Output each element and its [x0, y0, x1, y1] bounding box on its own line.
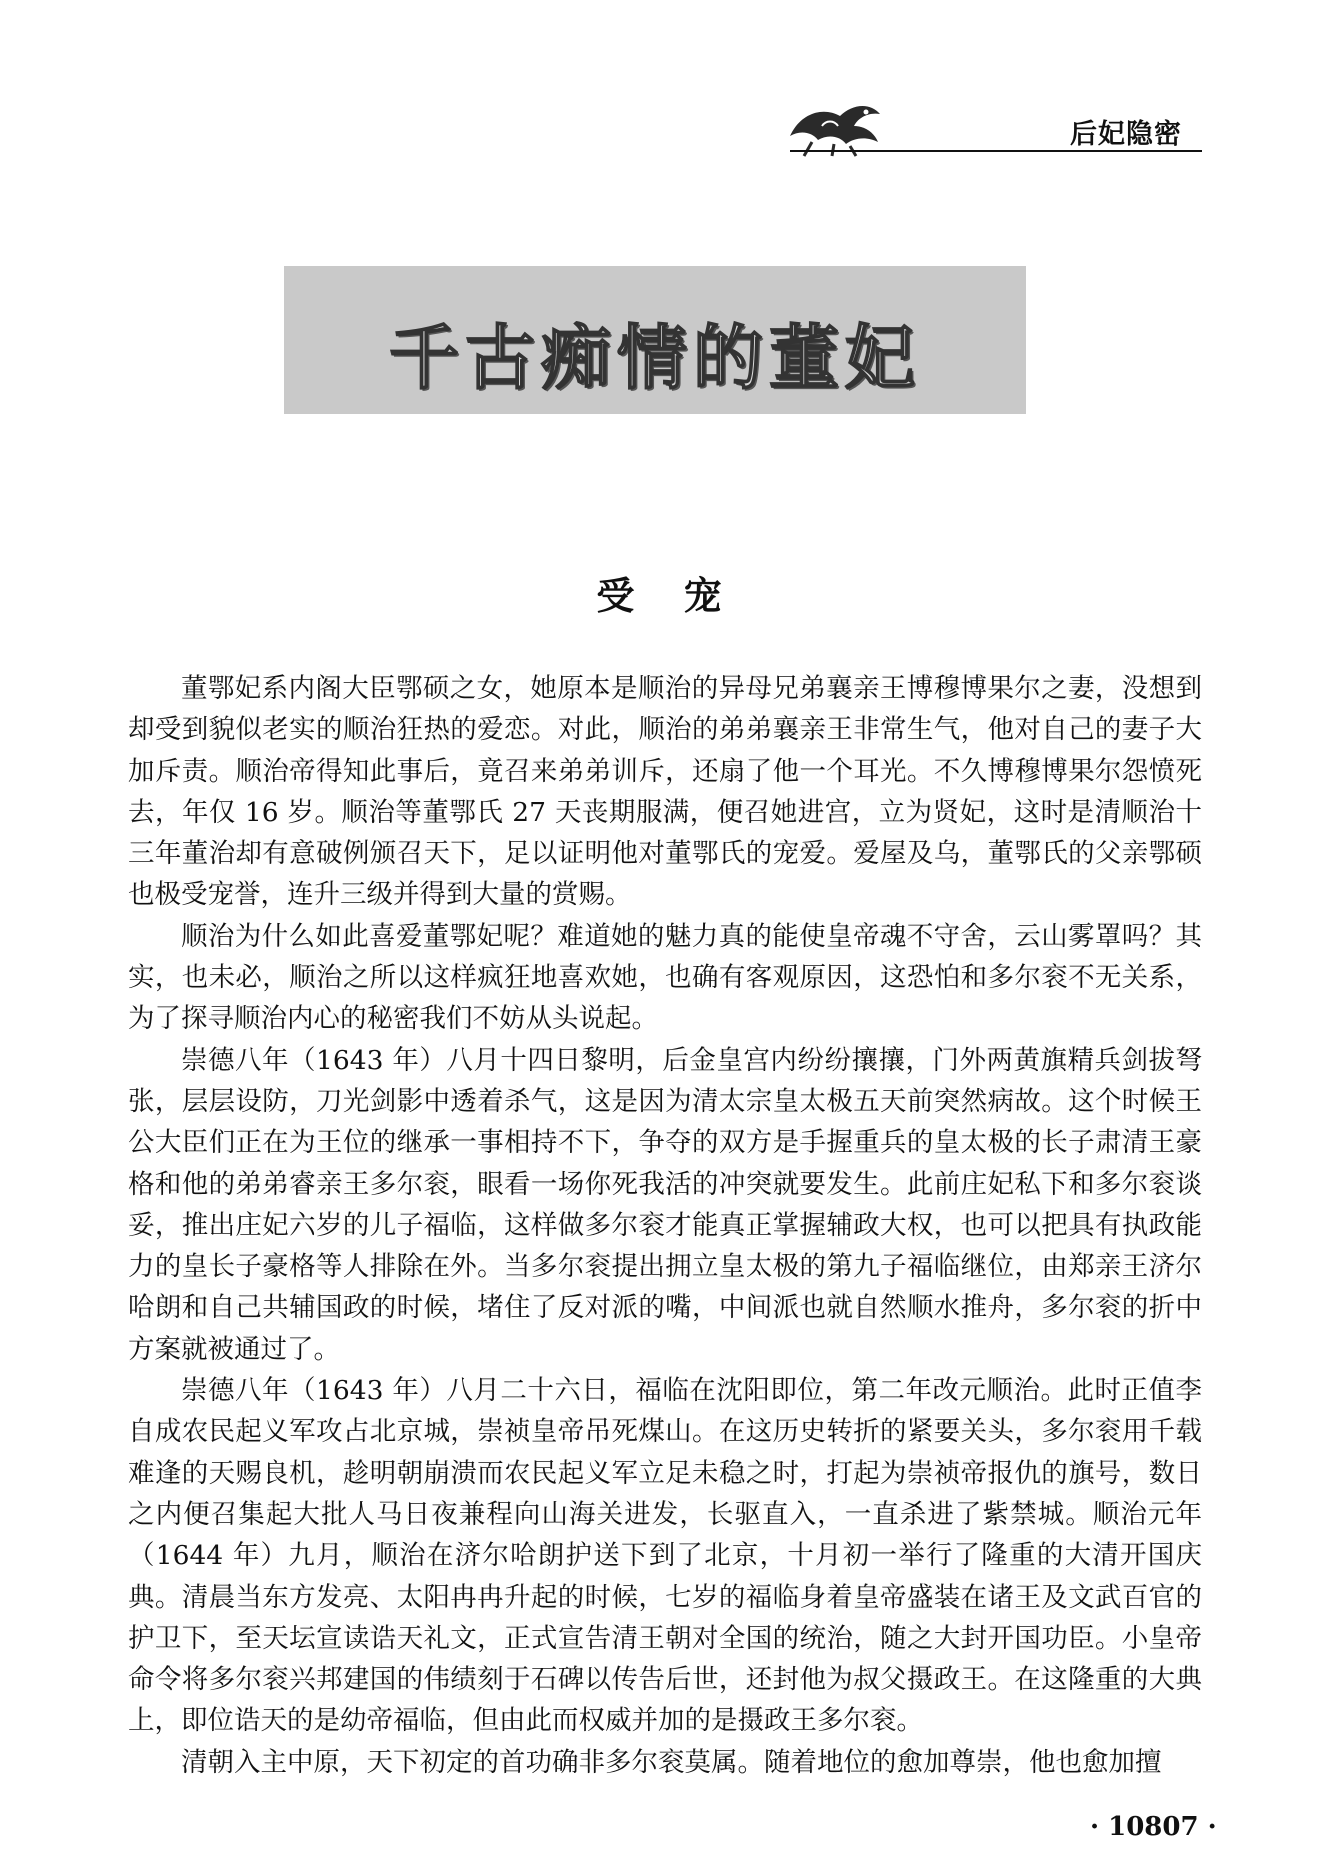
header-rule [790, 150, 1202, 152]
chapter-title: 千古痴情的董妃 [389, 316, 921, 399]
chapter-title-banner [284, 266, 1026, 414]
running-header: 后妃隐密 [1070, 119, 1182, 150]
dragon-emblem-icon [782, 96, 892, 158]
paragraph: 顺治为什么如此喜爱董鄂妃呢？难道她的魅力真的能使皇帝魂不守舍，云山雾罩吗？其实，也未必，顺治之所以这样疯狂地喜欢她，也确有客观原因，这恐怕和多尔衮不无关系，为了探寻顺治内心的秘密我们不妨从头说起。 [128, 920, 1202, 1035]
paragraph: 崇德八年（1643 年）八月二十六日，福临在沈阳即位，第二年改元顺治。此时正值李自成农民起义军攻占北京城，崇祯皇帝吊死煤山。在这历史转折的紧要关头，多尔衮用千载难逢的天赐良机，趁明朝崩溃而农民起义军立足未稳之时，打起为崇祯帝报仇的旗号，数日之内便召集起大批人马日夜兼程向山海关进发，长驱直入，一直杀进了紫禁城。顺治元年（1644 年）九月，顺治在济尔哈朗护送下到了北京，十月初一举行了隆重的大清开国庆典。清晨当东方发亮、太阳冉冉升起的时候，七岁的福临身着皇帝盛装在诸王及文武百官的护卫下，至天坛宣读诰天礼文，正式宣告清王朝对全国的统治，随之大封开国功臣。小皇帝命令将多尔衮兴邦建国的伟绩刻于石碑以传告后世，还封他为叔父摄政王。在这隆重的大典上，即位诰天的是幼帝福临，但由此而权威并加的是摄政王多尔衮。 [128, 1375, 1202, 1737]
paragraph: 清朝入主中原，天下初定的首功确非多尔衮莫属。随着地位的愈加尊崇，他也愈加擅 [181, 1746, 1162, 1778]
page-number: · 10807 · [1090, 1812, 1217, 1842]
paragraph: 董鄂妃系内阁大臣鄂硕之女，她原本是顺治的异母兄弟襄亲王博穆博果尔之妻，没想到却受到貌似老实的顺治狂热的爱恋。对此，顺治的弟弟襄亲王非常生气，他对自己的妻子大加斥责。顺治帝得知此事后，竟召来弟弟训斥，还扇了他一个耳光。不久博穆博果尔怨愤死去，年仅 16 岁。顺治等董鄂氏 27 天丧期服满，便召她进宫，立为贤妃，这时是清顺治十三年董治却有意破例颁召天下，足以证明他对董鄂氏的宠爱。爱屋及乌，董鄂氏的父亲鄂硕也极受宠誉，连升三级并得到大量的赏赐。 [128, 673, 1202, 911]
body-text [128, 668, 1202, 1783]
section-title: 受 宠 [596, 574, 726, 618]
paragraph: 崇德八年（1643 年）八月十四日黎明，后金皇宫内纷纷攘攘，门外两黄旗精兵剑拔弩张，层层设防，刀光剑影中透着杀气，这是因为清太宗皇太极五天前突然病故。这个时候王公大臣们正在为王位的继承一事相持不下，争夺的双方是手握重兵的皇太极的长子肃清王豪格和他的弟弟睿亲王多尔衮，眼看一场你死我活的冲突就要发生。此前庄妃私下和多尔衮谈妥，推出庄妃六岁的儿子福临，这样做多尔衮才能真正掌握辅政大权，也可以把具有执政能力的皇长子豪格等人排除在外。当多尔衮提出拥立皇太极的第九子福临继位，由郑亲王济尔哈朗和自己共辅国政的时候，堵住了反对派的嘴，中间派也就自然顺水推舟，多尔衮的折中方案就被通过了。 [128, 1044, 1202, 1365]
